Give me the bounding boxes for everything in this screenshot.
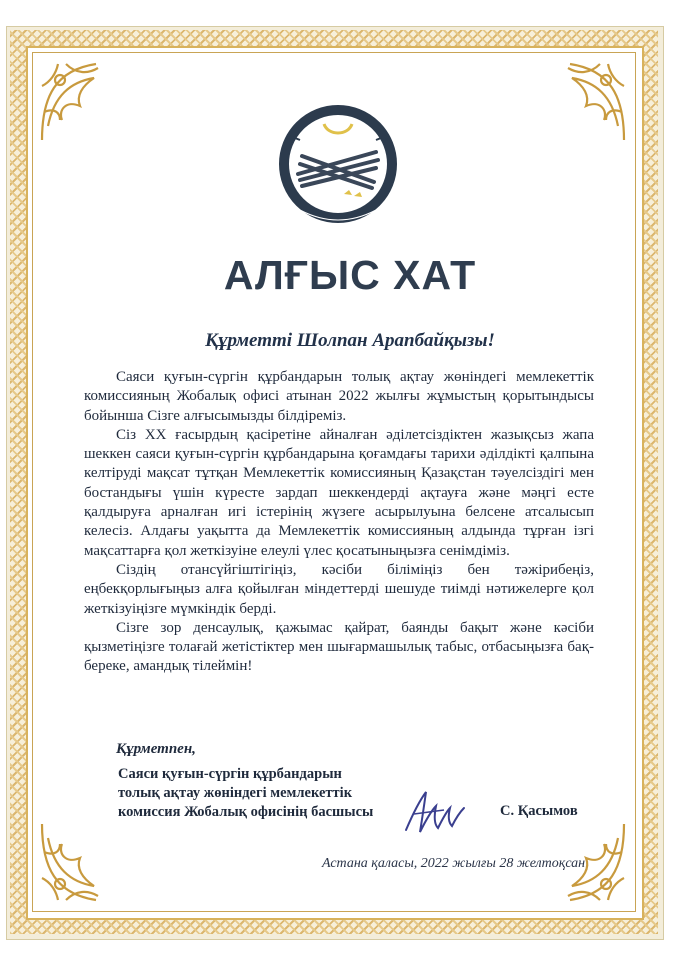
certificate-title: АЛҒЫС ХАТ [223,252,477,298]
paragraph: Сіз ХХ ғасырдың қасіретіне айналған әділетсіздіктен жазықсыз жапа шеккен саяси қуғын-сүргін құрбандарына қоғамдағы тарихи әділдікті қалпына келтіруді мақсат тұтқан Мемлекеттік комиссияның Қазақстан тәуелсіздігі мен бостандығы үшін күресте зардап шеккендерді ақтауға және мәңгі есте қалдыруға арналған игі істерінің жүзеге асырылуына белсене атсалысып келесіз. Алдағы уақытта да Мемлекеттік комиссияның алдында тұрған ізгі мақсаттарға қол жеткізуіне елеулі үлес қосатыныңызға сенімдіміз. [84,426,594,559]
paragraph: Саяси қуғын-сүргін құрбандарын толық ақтау жөніндегі мемлекеттік комиссияның Жобалық офисі атынан 2022 жылғы жұмыстың қорытындысы бойынша Сізге алғысымызды білдіреміз. [84,369,594,424]
scan-margin [688,0,700,962]
closing-phrase: Құрметпен, [116,741,196,757]
corner-ornament-icon [36,818,126,908]
paragraph: Сізге зор денсаулық, қажымас қайрат, баянды бақыт және кәсіби қызметіңізге толағай жетістіктер мен шығармашылық табыс, отбасыңызға бақ-береке, амандық тілеймін! [84,619,594,675]
position-line: Саяси қуғын-сүргін құрбандарын [118,766,342,782]
signatory-position [118,765,373,822]
letter-body [84,368,594,677]
position-line: комиссия Жобалық офисінің басшысы [118,804,374,820]
position-line: толық ақтау жөніндегі мемлекеттік [118,785,353,801]
salutation: Құрметті Шолпан Арапбайқызы! [205,330,495,351]
corner-ornament-icon [36,56,126,146]
handwritten-signature [400,786,470,838]
signatory-name: С. Қасымов [500,803,578,819]
corner-ornament-icon [540,56,630,146]
paragraph: Сіздің отансүйгіштігіңіз, кәсіби біліміңіз бен тәжірибеңіз, еңбекқорлығыңыз алға қойылған міндеттерді шешуде тиімді нәтижелерге қол жеткізуіңізге мүмкіндік берді. [84,561,594,617]
commission-emblem-icon [272,102,404,232]
place-and-date: Астана қаласы, 2022 жылғы 28 желтоқсан [322,856,586,871]
